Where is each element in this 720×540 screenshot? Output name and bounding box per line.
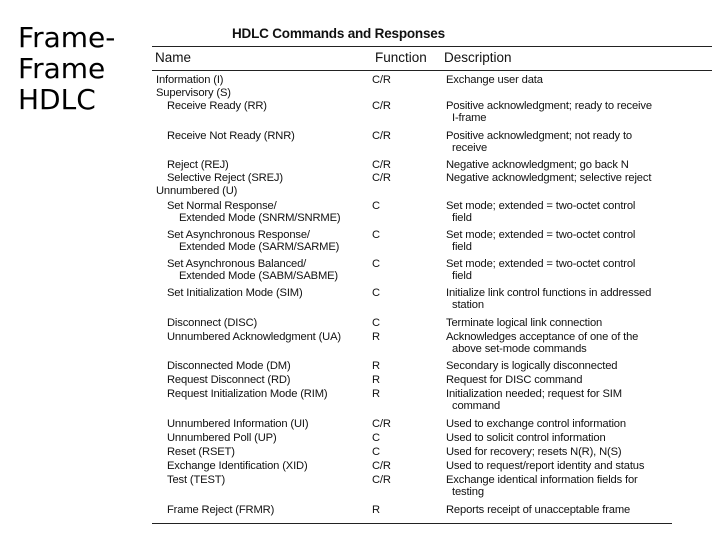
row-name: Receive Not Ready (RNR) — [167, 130, 295, 142]
row-function: C/R — [372, 474, 391, 486]
row-description: Positive acknowledgment; ready to receive I-frame — [446, 100, 652, 124]
row-function: C/R — [372, 418, 391, 430]
row-description: Terminate logical link connection — [446, 317, 603, 329]
row-name: Set Initialization Mode (SIM) — [167, 287, 303, 299]
row-function: C — [372, 432, 380, 444]
row-function: C — [372, 229, 380, 241]
row-name: Disconnect (DISC) — [167, 317, 258, 329]
row-function: C/R — [372, 100, 391, 112]
row-name: Selective Reject (SREJ) — [167, 172, 283, 184]
row-name: Unnumbered Poll (UP) — [167, 432, 277, 444]
row-name: Test (TEST) — [167, 474, 226, 486]
row-name: Disconnected Mode (DM) — [167, 360, 291, 372]
row-function: C/R — [372, 74, 391, 86]
slide-title-line-1: Frame- — [18, 21, 116, 54]
row-name: Set Asynchronous Balanced/ Extended Mode (SABM/SABME) — [167, 258, 339, 282]
row-description: Exchange identical information fields for testing — [446, 474, 638, 498]
row-name: Supervisory (S) — [156, 87, 231, 99]
row-name: Reject (REJ) — [167, 159, 229, 171]
row-name: Set Asynchronous Response/ Extended Mode (SARM/SARME) — [167, 229, 340, 253]
row-description: Negative acknowledgment; selective reject — [446, 172, 652, 184]
row-description: Used to solicit control information — [446, 432, 606, 444]
row-description: Used to request/report identity and status — [446, 460, 645, 472]
row-name: Request Initialization Mode (RIM) — [167, 388, 328, 400]
row-function: C/R — [372, 172, 391, 184]
slide-title — [18, 22, 115, 115]
row-name: Frame Reject (FRMR) — [167, 504, 275, 516]
row-description: Set mode; extended = two-octet control field — [446, 229, 636, 253]
row-function: R — [372, 331, 380, 343]
row-name: Request Disconnect (RD) — [167, 374, 291, 386]
row-function: C — [372, 287, 380, 299]
row-description: Secondary is logically disconnected — [446, 360, 618, 372]
row-description: Exchange user data — [446, 74, 543, 86]
row-function: R — [372, 504, 380, 516]
row-function: R — [372, 388, 380, 400]
row-description: Used for recovery; resets N(R), N(S) — [446, 446, 622, 458]
row-description: Reports receipt of unacceptable frame — [446, 504, 631, 516]
row-description: Request for DISC command — [446, 374, 583, 386]
row-function: C/R — [372, 130, 391, 142]
row-function: R — [372, 360, 380, 372]
row-name: Set Normal Response/ Extended Mode (SNRM/SNRME) — [167, 200, 341, 224]
row-function: C — [372, 258, 380, 270]
row-function: C — [372, 200, 380, 212]
table-caption: HDLC Commands and Responses — [232, 26, 445, 41]
header-name: Name — [155, 50, 192, 65]
row-name: Unnumbered Information (UI) — [167, 418, 309, 430]
row-description: Initialize link control functions in addressed station — [446, 287, 652, 311]
row-function: C — [372, 446, 380, 458]
row-name: Unnumbered Acknowledgment (UA) — [167, 331, 341, 343]
row-description: Initialization needed; request for SIM command — [446, 388, 622, 412]
row-function: R — [372, 374, 380, 386]
row-description: Acknowledges acceptance of one of the above set-mode commands — [446, 331, 639, 355]
row-function: C/R — [372, 159, 391, 171]
header-rule — [152, 70, 712, 71]
row-description: Set mode; extended = two-octet control field — [446, 200, 636, 224]
row-name: Information (I) — [156, 74, 224, 86]
slide-title-line-2: Frame — [18, 52, 106, 85]
row-name: Receive Ready (RR) — [167, 100, 267, 112]
row-description: Set mode; extended = two-octet control field — [446, 258, 636, 282]
row-description: Negative acknowledgment; go back N — [446, 159, 629, 171]
bottom-rule — [152, 523, 672, 524]
row-name: Exchange Identification (XID) — [167, 460, 308, 472]
row-function: C/R — [372, 460, 391, 472]
row-name: Reset (RSET) — [167, 446, 235, 458]
slide-title-line-3: HDLC — [18, 83, 96, 116]
header-description: Description — [444, 50, 512, 65]
row-function: C — [372, 317, 380, 329]
row-description: Used to exchange control information — [446, 418, 626, 430]
top-rule — [152, 46, 712, 47]
row-name: Unnumbered (U) — [156, 185, 238, 197]
header-function: Function — [375, 50, 427, 65]
row-description: Positive acknowledgment; not ready to receive — [446, 130, 632, 154]
